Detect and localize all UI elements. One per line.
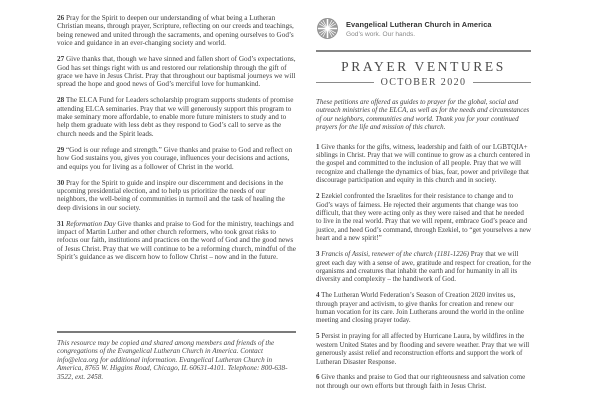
intro-paragraph: These petitions are offered as guides to prayer for the global, social and outreach ministries of the ELCA, as well as for the needs and circumstances of our neighbors, communities and world. Thank you for your continued prayers for the life and mission of this church.: [316, 98, 530, 132]
entry-number: 31: [57, 219, 65, 228]
entry-number: 5: [316, 332, 320, 341]
prayer-entry: 30 Pray for the Spirit to guide and inspire our discernment and decisions in the upcoming presidential election, and to help us prioritize the needs of our neighbors, the well-being of communities in turmoil and the task of healing the deep divisions in our society.: [57, 178, 285, 212]
entry-number: 26: [57, 14, 65, 22]
entry-number: 30: [57, 178, 65, 187]
prayer-entry: 6 Give thanks and praise to God that our righteousness and salvation come not through our own efforts but through faith in Jesus Christ.: [316, 373, 526, 390]
entry-number: 3: [316, 250, 320, 259]
page-title: PRAYER VENTURES: [341, 59, 506, 74]
copyright-footer: This resource may be copied and shared among members and friends of the congregations of the Evangelical Lutheran Church in America. Contact info@elca.org for additional information. Evangelical Lutheran Church in America, 8765 W. Higgins Road, Chicago, IL 60631-4101. Telephone: 800-638-3522, ext. 2458.: [57, 339, 288, 381]
prayer-entry: 4 The Lutheran World Federation’s Season of Creation 2020 invites us, through prayer and activism, to give thanks for creation and renew our human vocation for its care. Join Lutherans around the world in the online meeting and closing prayer today.: [316, 291, 524, 325]
prayer-entry: 2 Ezekiel confronted the Israelites for their resistance to change and to God’s ways of fairness. He rejected their arguments that change was too difficult, that they were acting only as they were raised and that he needed to live in the real world. Pray that we will repent, embrace God’s peace and justice, and heed God’s command, through Ezekiel, to “get yourselves a new heart and a new spirit!”: [316, 192, 531, 243]
entry-lead: Francis of Assisi, renewer of the church (1181-1226): [321, 250, 470, 259]
entry-number: 27: [57, 55, 65, 64]
brand-name: Evangelical Lutheran Church in America: [346, 19, 492, 29]
entry-number: 4: [316, 291, 320, 300]
entry-number: 28: [57, 96, 65, 105]
brand-tagline: God’s work. Our hands.: [346, 30, 416, 38]
left-page: [57, 14, 296, 269]
prayer-entries-list-left: [57, 14, 296, 262]
prayer-entry: 3 Francis of Assisi, renewer of the church (1181-1226) Pray that we will greet each day with a sense of awe, gratitude and respect for creation, for the organisms and creatures that inhabit the earth and for humanity in all its diversity and complexity – the handiwork of God.: [316, 250, 531, 284]
entry-number: 6: [316, 373, 320, 382]
subtitle-row: [316, 77, 531, 88]
subtitle-rule-right: [473, 82, 531, 84]
prayer-entries-list-right: [316, 143, 531, 391]
prayer-entry: 31 Reformation Day Give thanks and praise to God for the ministry, teachings and impact of Martin Luther and other church reformers, who took great risks to refocus our faith, institutions and practices on the word of God and the good news of Jesus Christ. Pray that we will continue to be a reforming church, mindful of the Spirit’s guidance as we discern how to follow Christ – now and in the future.: [57, 219, 296, 262]
entry-number: 1: [316, 142, 320, 151]
entry-number: 2: [316, 192, 320, 201]
prayer-entry: 5 Persist in praying for all affected by Hurricane Laura, by wildfires in the western United States and by flooding and severe weather. Pray that we will generously assist relief and reconstruction efforts and support the work of Lutheran Disaster Response.: [316, 332, 530, 366]
prayer-entry: 28 The ELCA Fund for Leaders scholarship program supports students of promise attending ELCA seminaries. Pray that we will generously support this program to make seminary more affordable, to enable more future ministers to study and to help them graduate with less debt as they respond to God’s call to serve as the church needs and the Spirit leads.: [57, 96, 294, 138]
footer-divider-rule: [57, 331, 296, 333]
prayer-entry: 29 “God is our refuge and strength.” Give thanks and praise to God and reflect on how God sustains you, gives you courage, influences your decisions and actions, and equips you for living as a follower of Christ in the world.: [57, 145, 293, 171]
subtitle-rule-left: [316, 82, 374, 84]
right-page: [316, 17, 531, 398]
header-rule: [316, 50, 531, 52]
prayer-entry: 1 Give thanks for the gifts, witness, leadership and faith of our LGBTQIA+ siblings in Christ. Pray that we will continue to grow as a church centered in the gospel and committed to the inclusion of all people. Pray that we will recognize and challenge the dynamics of bias, fear, power and privilege that discourage participation and equity in this church and in society.: [316, 142, 531, 185]
brand-header: [316, 17, 531, 40]
page-subtitle: OCTOBER 2020: [380, 77, 467, 88]
elca-globe-cross-logo-icon: [316, 17, 339, 40]
entry-number: 29: [57, 145, 65, 154]
brand-text-block: [346, 20, 492, 38]
prayer-entry: 26 Pray for the Spirit to deepen our understanding of what being a Lutheran Christian means, through prayer, Scripture, reflecting on our creeds and teachings, being renewed and united through the sacraments, and opening ourselves to God’s voice and guidance in an ever-changing society and world.: [57, 14, 294, 48]
entry-lead: Reformation Day: [65, 219, 116, 228]
prayer-entry: 27 Give thanks that, though we have sinned and fallen short of God’s expectations, God has set things right with us and restored our relationship through the gift of grace we have in Jesus Christ. Pray that throughout our baptismal journeys we will spread the hope and good news of God’s merciful love for humankind.: [57, 55, 296, 89]
